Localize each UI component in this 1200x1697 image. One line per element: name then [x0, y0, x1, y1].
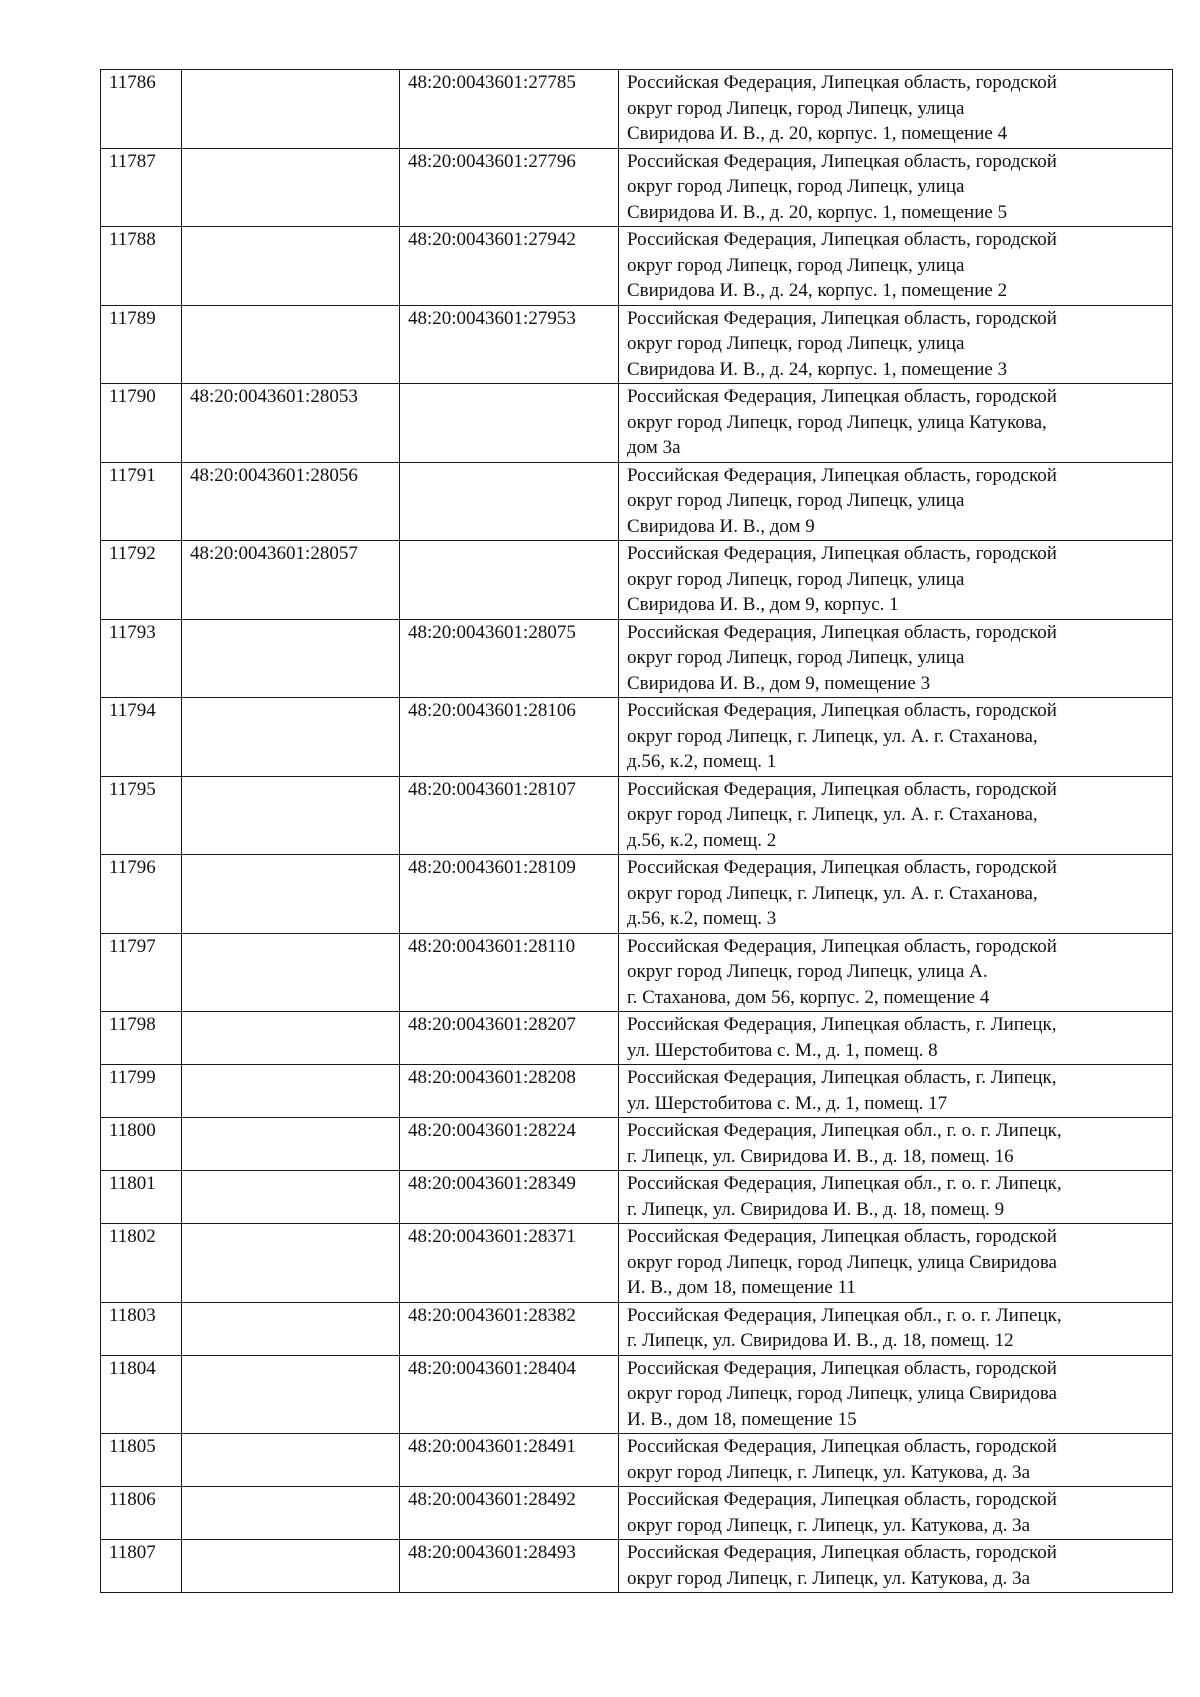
address-cell: Российская Федерация, Липецкая область, городской округ город Липецк, город Липецк, улица Свиридова И. В., д. 24, корпус. 1, помещение 3 [619, 305, 1173, 384]
row-number-cell: 11789 [101, 305, 182, 384]
row-number-cell: 11793 [101, 619, 182, 698]
table-row [101, 1434, 1173, 1487]
row-number-cell: 11792 [101, 541, 182, 620]
land-cadastral-number-cell [182, 1118, 400, 1171]
land-cadastral-number-cell: 48:20:0043601:28057 [182, 541, 400, 620]
row-number-cell: 11807 [101, 1540, 182, 1593]
row-number-cell: 11800 [101, 1118, 182, 1171]
address-cell: Российская Федерация, Липецкая область, городской округ город Липецк, город Липецк, улица Свиридова И. В., дом 9 [619, 462, 1173, 541]
object-cadastral-number-cell: 48:20:0043601:28491 [400, 1434, 619, 1487]
row-number-cell: 11787 [101, 148, 182, 227]
object-cadastral-number-cell: 48:20:0043601:28493 [400, 1540, 619, 1593]
address-cell: Российская Федерация, Липецкая область, городской округ город Липецк, г. Липецк, ул. Катукова, д. 3а [619, 1487, 1173, 1540]
table-row [101, 541, 1173, 620]
table-row [101, 384, 1173, 463]
table-row [101, 1065, 1173, 1118]
address-cell: Российская Федерация, Липецкая область, городской округ город Липецк, город Липецк, улица Свиридова И. В., д. 20, корпус. 1, помещение 4 [619, 70, 1173, 149]
address-cell: Российская Федерация, Липецкая область, городской округ город Липецк, г. Липецк, ул. А. г. Стаханова, д.56, к.2, помещ. 2 [619, 776, 1173, 855]
table-row [101, 1355, 1173, 1434]
row-number-cell: 11788 [101, 227, 182, 306]
land-cadastral-number-cell [182, 1302, 400, 1355]
object-cadastral-number-cell: 48:20:0043601:28404 [400, 1355, 619, 1434]
table-row [101, 776, 1173, 855]
land-cadastral-number-cell [182, 148, 400, 227]
table-row [101, 1540, 1173, 1593]
land-cadastral-number-cell [182, 1224, 400, 1303]
land-cadastral-number-cell [182, 698, 400, 777]
object-cadastral-number-cell: 48:20:0043601:28349 [400, 1171, 619, 1224]
address-cell: Российская Федерация, Липецкая область, городской округ город Липецк, город Липецк, улица Свиридова И. В., дом 9, помещение 3 [619, 619, 1173, 698]
land-cadastral-number-cell: 48:20:0043601:28053 [182, 384, 400, 463]
land-cadastral-number-cell: 48:20:0043601:28056 [182, 462, 400, 541]
object-cadastral-number-cell: 48:20:0043601:28106 [400, 698, 619, 777]
row-number-cell: 11786 [101, 70, 182, 149]
object-cadastral-number-cell: 48:20:0043601:28110 [400, 933, 619, 1012]
land-cadastral-number-cell [182, 619, 400, 698]
object-cadastral-number-cell: 48:20:0043601:28224 [400, 1118, 619, 1171]
object-cadastral-number-cell: 48:20:0043601:28107 [400, 776, 619, 855]
row-number-cell: 11798 [101, 1012, 182, 1065]
row-number-cell: 11794 [101, 698, 182, 777]
address-cell: Российская Федерация, Липецкая область, городской округ город Липецк, г. Липецк, ул. Катукова, д. 3а [619, 1434, 1173, 1487]
object-cadastral-number-cell: 48:20:0043601:28109 [400, 855, 619, 934]
row-number-cell: 11799 [101, 1065, 182, 1118]
object-cadastral-number-cell: 48:20:0043601:28075 [400, 619, 619, 698]
object-cadastral-number-cell [400, 541, 619, 620]
table-row [101, 70, 1173, 149]
document-page [100, 69, 1172, 1593]
land-cadastral-number-cell [182, 776, 400, 855]
address-cell: Российская Федерация, Липецкая область, городской округ город Липецк, город Липецк, улица Свиридова И. В., дом 18, помещение 11 [619, 1224, 1173, 1303]
row-number-cell: 11791 [101, 462, 182, 541]
registry-table-body [101, 70, 1173, 1593]
table-row [101, 227, 1173, 306]
object-cadastral-number-cell [400, 462, 619, 541]
address-cell: Российская Федерация, Липецкая область, городской округ город Липецк, г. Липецк, ул. А. г. Стаханова, д.56, к.2, помещ. 3 [619, 855, 1173, 934]
land-cadastral-number-cell [182, 855, 400, 934]
address-cell: Российская Федерация, Липецкая обл., г. о. г. Липецк, г. Липецк, ул. Свиридова И. В., д. 18, помещ. 12 [619, 1302, 1173, 1355]
row-number-cell: 11790 [101, 384, 182, 463]
object-cadastral-number-cell: 48:20:0043601:28207 [400, 1012, 619, 1065]
land-cadastral-number-cell [182, 1065, 400, 1118]
address-cell: Российская Федерация, Липецкая область, городской округ город Липецк, город Липецк, улица Свиридова И. В., дом 18, помещение 15 [619, 1355, 1173, 1434]
object-cadastral-number-cell: 48:20:0043601:27942 [400, 227, 619, 306]
table-row [101, 855, 1173, 934]
land-cadastral-number-cell [182, 1355, 400, 1434]
row-number-cell: 11803 [101, 1302, 182, 1355]
land-cadastral-number-cell [182, 1012, 400, 1065]
row-number-cell: 11796 [101, 855, 182, 934]
address-cell: Российская Федерация, Липецкая область, городской округ город Липецк, город Липецк, улица Свиридова И. В., д. 20, корпус. 1, помещение 5 [619, 148, 1173, 227]
land-cadastral-number-cell [182, 1487, 400, 1540]
table-row [101, 148, 1173, 227]
table-row [101, 1487, 1173, 1540]
land-cadastral-number-cell [182, 70, 400, 149]
row-number-cell: 11801 [101, 1171, 182, 1224]
object-cadastral-number-cell: 48:20:0043601:27785 [400, 70, 619, 149]
object-cadastral-number-cell: 48:20:0043601:27796 [400, 148, 619, 227]
address-cell: Российская Федерация, Липецкая область, городской округ город Липецк, г. Липецк, ул. А. г. Стаханова, д.56, к.2, помещ. 1 [619, 698, 1173, 777]
address-cell: Российская Федерация, Липецкая область, городской округ город Липецк, город Липецк, улица Катукова, дом 3а [619, 384, 1173, 463]
table-row [101, 1118, 1173, 1171]
table-row [101, 1012, 1173, 1065]
registry-table [100, 69, 1173, 1593]
object-cadastral-number-cell: 48:20:0043601:28371 [400, 1224, 619, 1303]
address-cell: Российская Федерация, Липецкая обл., г. о. г. Липецк, г. Липецк, ул. Свиридова И. В., д. 18, помещ. 16 [619, 1118, 1173, 1171]
address-cell: Российская Федерация, Липецкая область, городской округ город Липецк, город Липецк, улица А. г. Стаханова, дом 56, корпус. 2, помещение 4 [619, 933, 1173, 1012]
address-cell: Российская Федерация, Липецкая область, г. Липецк, ул. Шерстобитова с. М., д. 1, помещ. 8 [619, 1012, 1173, 1065]
table-row [101, 933, 1173, 1012]
row-number-cell: 11804 [101, 1355, 182, 1434]
object-cadastral-number-cell: 48:20:0043601:28208 [400, 1065, 619, 1118]
address-cell: Российская Федерация, Липецкая область, городской округ город Липецк, город Липецк, улица Свиридова И. В., дом 9, корпус. 1 [619, 541, 1173, 620]
table-row [101, 698, 1173, 777]
address-cell: Российская Федерация, Липецкая область, городской округ город Липецк, город Липецк, улица Свиридова И. В., д. 24, корпус. 1, помещение 2 [619, 227, 1173, 306]
object-cadastral-number-cell: 48:20:0043601:28492 [400, 1487, 619, 1540]
table-row [101, 1171, 1173, 1224]
object-cadastral-number-cell: 48:20:0043601:27953 [400, 305, 619, 384]
land-cadastral-number-cell [182, 1171, 400, 1224]
land-cadastral-number-cell [182, 1434, 400, 1487]
row-number-cell: 11795 [101, 776, 182, 855]
table-row [101, 619, 1173, 698]
row-number-cell: 11805 [101, 1434, 182, 1487]
row-number-cell: 11802 [101, 1224, 182, 1303]
address-cell: Российская Федерация, Липецкая область, г. Липецк, ул. Шерстобитова с. М., д. 1, помещ. 17 [619, 1065, 1173, 1118]
table-row [101, 305, 1173, 384]
object-cadastral-number-cell [400, 384, 619, 463]
table-row [101, 462, 1173, 541]
address-cell: Российская Федерация, Липецкая область, городской округ город Липецк, г. Липецк, ул. Катукова, д. 3а [619, 1540, 1173, 1593]
object-cadastral-number-cell: 48:20:0043601:28382 [400, 1302, 619, 1355]
row-number-cell: 11806 [101, 1487, 182, 1540]
row-number-cell: 11797 [101, 933, 182, 1012]
land-cadastral-number-cell [182, 227, 400, 306]
address-cell: Российская Федерация, Липецкая обл., г. о. г. Липецк, г. Липецк, ул. Свиридова И. В., д. 18, помещ. 9 [619, 1171, 1173, 1224]
land-cadastral-number-cell [182, 305, 400, 384]
land-cadastral-number-cell [182, 1540, 400, 1593]
table-row [101, 1224, 1173, 1303]
table-row [101, 1302, 1173, 1355]
land-cadastral-number-cell [182, 933, 400, 1012]
